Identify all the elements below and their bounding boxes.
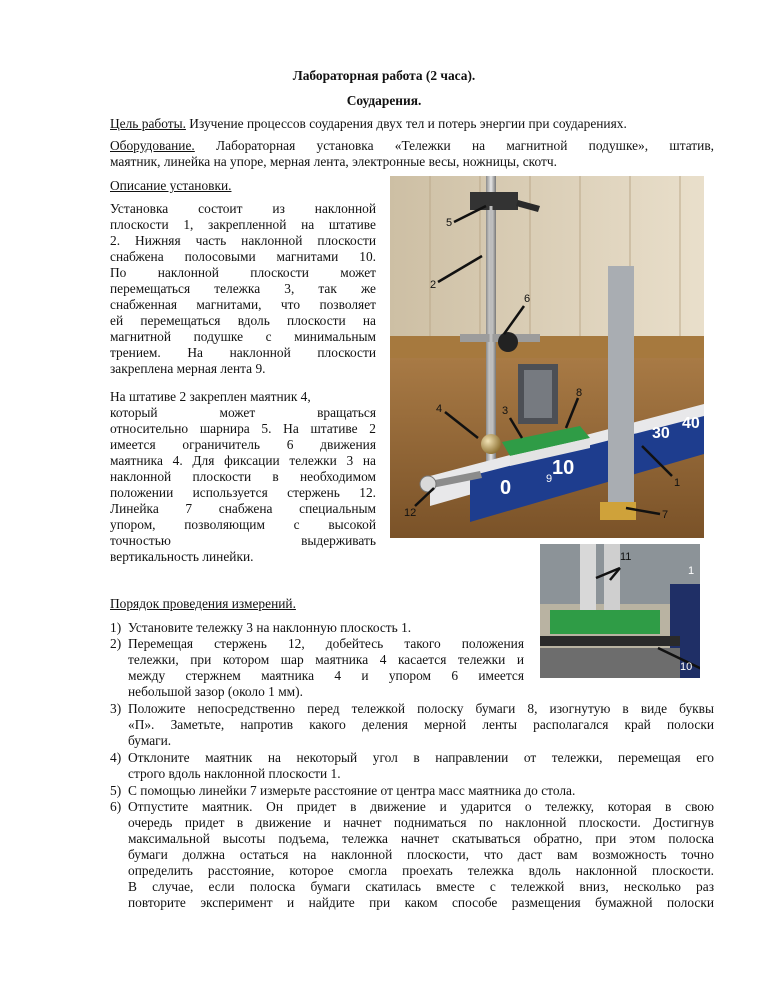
setup-p1-line: перемещаться тележка 3, так же — [110, 281, 376, 296]
procedure-heading: Порядок проведения измерений. — [110, 596, 296, 611]
step-line: Положите непосредственно перед тележкой полоску бумаги 8, изогнутую в виде буквы — [128, 701, 714, 716]
photo-label: 7 — [662, 509, 669, 521]
photo-label: 6 — [524, 293, 531, 305]
page-title: Лабораторная работа (2 часа). — [292, 68, 476, 83]
setup-p2-line: Линейка 7 снабжена специальным — [110, 501, 376, 516]
setup-p1-line: Установка состоит из наклонной — [110, 201, 376, 216]
step-line: небольшой зазор (около 1 мм). — [128, 684, 303, 699]
step-number: 2) — [110, 636, 122, 651]
setup-p1-line: плоскости 1, закрепленной на штативе — [110, 217, 376, 232]
scale-number: 30 — [652, 425, 670, 442]
setup-p2-line: точностью выдерживать — [110, 533, 376, 548]
setup-p1-line: ей перемещаться вдоль плоскости на — [110, 313, 376, 328]
closeup-label: 10 — [680, 661, 693, 673]
setup-p2-line: положении используется стержень 12. — [110, 485, 376, 500]
step-number: 1) — [110, 620, 122, 635]
step-6-block — [128, 799, 714, 911]
step-4-block — [128, 750, 714, 782]
step-line: Отпустите маятник. Он придет в движение и ударится о тележку, которая в свою — [128, 799, 714, 814]
goal-text: Изучение процессов соударения двух тел и потерь энергии при соударениях. — [185, 116, 627, 131]
setup-p2-line: вертикальность линейки. — [110, 549, 254, 564]
step-line: «П». Заметьте, напротив какого деления мерной ленты располагался край полоски — [128, 717, 714, 732]
photo-label: 1 — [674, 477, 681, 489]
step-line: бумаги должна остаться на наклонной плоскости, что даст вам возможность точно — [128, 847, 714, 862]
photo-label: 4 — [436, 403, 443, 415]
step-number: 6) — [110, 799, 122, 814]
step-line: повторите эксперимент и найдите при каком способе размещения бумажной полоски — [128, 895, 714, 910]
setup-p2-line: маятника 4. Для фиксации тележки 3 на — [110, 453, 376, 468]
step-line: С помощью линейки 7 измерьте расстояние от центра масс маятника до стола. — [128, 783, 576, 798]
photo-label: 3 — [502, 405, 509, 417]
setup-p2-line: упором, позволяющим с высокой — [110, 517, 376, 532]
step-line: Перемещая стержень 12, добейтесь такого положения — [128, 636, 524, 651]
photo-label: 12 — [404, 507, 417, 519]
step-line: бумаги. — [128, 733, 172, 748]
step-line: тележки, при котором шар маятника 4 касается тележки и — [128, 652, 524, 667]
step-line: максимальной высоты подъема, тележка начнет скатываться обратно, при этом полоска — [128, 831, 714, 846]
scale-number: 9 — [546, 473, 553, 485]
photo-label: 2 — [430, 279, 437, 291]
step-line: Отклоните маятник на некоторый угол в направлении от тележки, перемещая его — [128, 750, 714, 765]
setup-p2-line: На штативе 2 закреплен маятник 4, — [110, 389, 311, 404]
step-line: между стержнем маятника 4 и упором 6 имеется — [128, 668, 524, 683]
equipment-text-1: Лабораторная установка «Тележки на магнитной подушке», штатив, — [194, 138, 714, 153]
step-line: строго вдоль наклонной плоскости 1. — [128, 766, 341, 781]
step-number: 5) — [110, 783, 122, 798]
closeup-label: 11 — [620, 551, 632, 563]
step-2-block — [128, 636, 524, 700]
setup-p1-line: закреплена мерная лента 9. — [110, 361, 266, 376]
setup-p2-line: наклонной плоскости в необходимом — [110, 469, 376, 484]
scale-number: 40 — [682, 415, 700, 432]
goal-label: Цель работы. — [110, 116, 186, 131]
setup-p2-line: имеется ограничитель 6 движения — [110, 437, 376, 452]
photo-label: 5 — [446, 217, 453, 229]
scale-number: 0 — [500, 477, 512, 499]
setup-heading: Описание установки. — [110, 178, 232, 193]
step-number: 3) — [110, 701, 122, 716]
setup-p1-line: трением. На наклонной плоскости — [110, 345, 376, 360]
setup-p2-line: относительно шарнира 5. На штативе 2 — [110, 421, 376, 436]
setup-p1-line: снабженная магнитами, что позволяет — [110, 297, 376, 312]
setup-p1-line: 2. Нижняя часть наклонной плоскости — [110, 233, 376, 248]
scale-number: 10 — [552, 457, 575, 479]
equipment-line2: маятник, линейка на упоре, мерная лента, электронные весы, ножницы, скотч. — [110, 154, 557, 169]
step-number: 4) — [110, 750, 122, 765]
setup-p1-line: снабжена полосовыми магнитами 10. — [110, 249, 376, 264]
setup-p1-line: По наклонной плоскости может — [110, 265, 376, 280]
step-line: Установите тележку 3 на наклонную плоскость 1. — [128, 620, 412, 635]
step-line: очередь придет в движение и начнет подниматься по наклонной плоскости. Достигнув — [128, 815, 714, 830]
equipment-label: Оборудование. — [110, 138, 195, 153]
photo-label: 8 — [576, 387, 583, 399]
step-3-block — [128, 701, 714, 749]
step-line: определить расстояние, которое смогла проехать тележка вдоль наклонной плоскости. — [128, 863, 714, 878]
setup-p2-line: который может вращаться — [110, 405, 376, 420]
step-line: В случае, если полоска бумаги скатилась вместе с тележкой вниз, несколько раз — [128, 879, 714, 894]
page-subtitle: Соударения. — [346, 93, 422, 108]
setup-p1-line: магнитной подушке с минимальным — [110, 329, 376, 344]
closeup-label: 1 — [688, 565, 695, 577]
